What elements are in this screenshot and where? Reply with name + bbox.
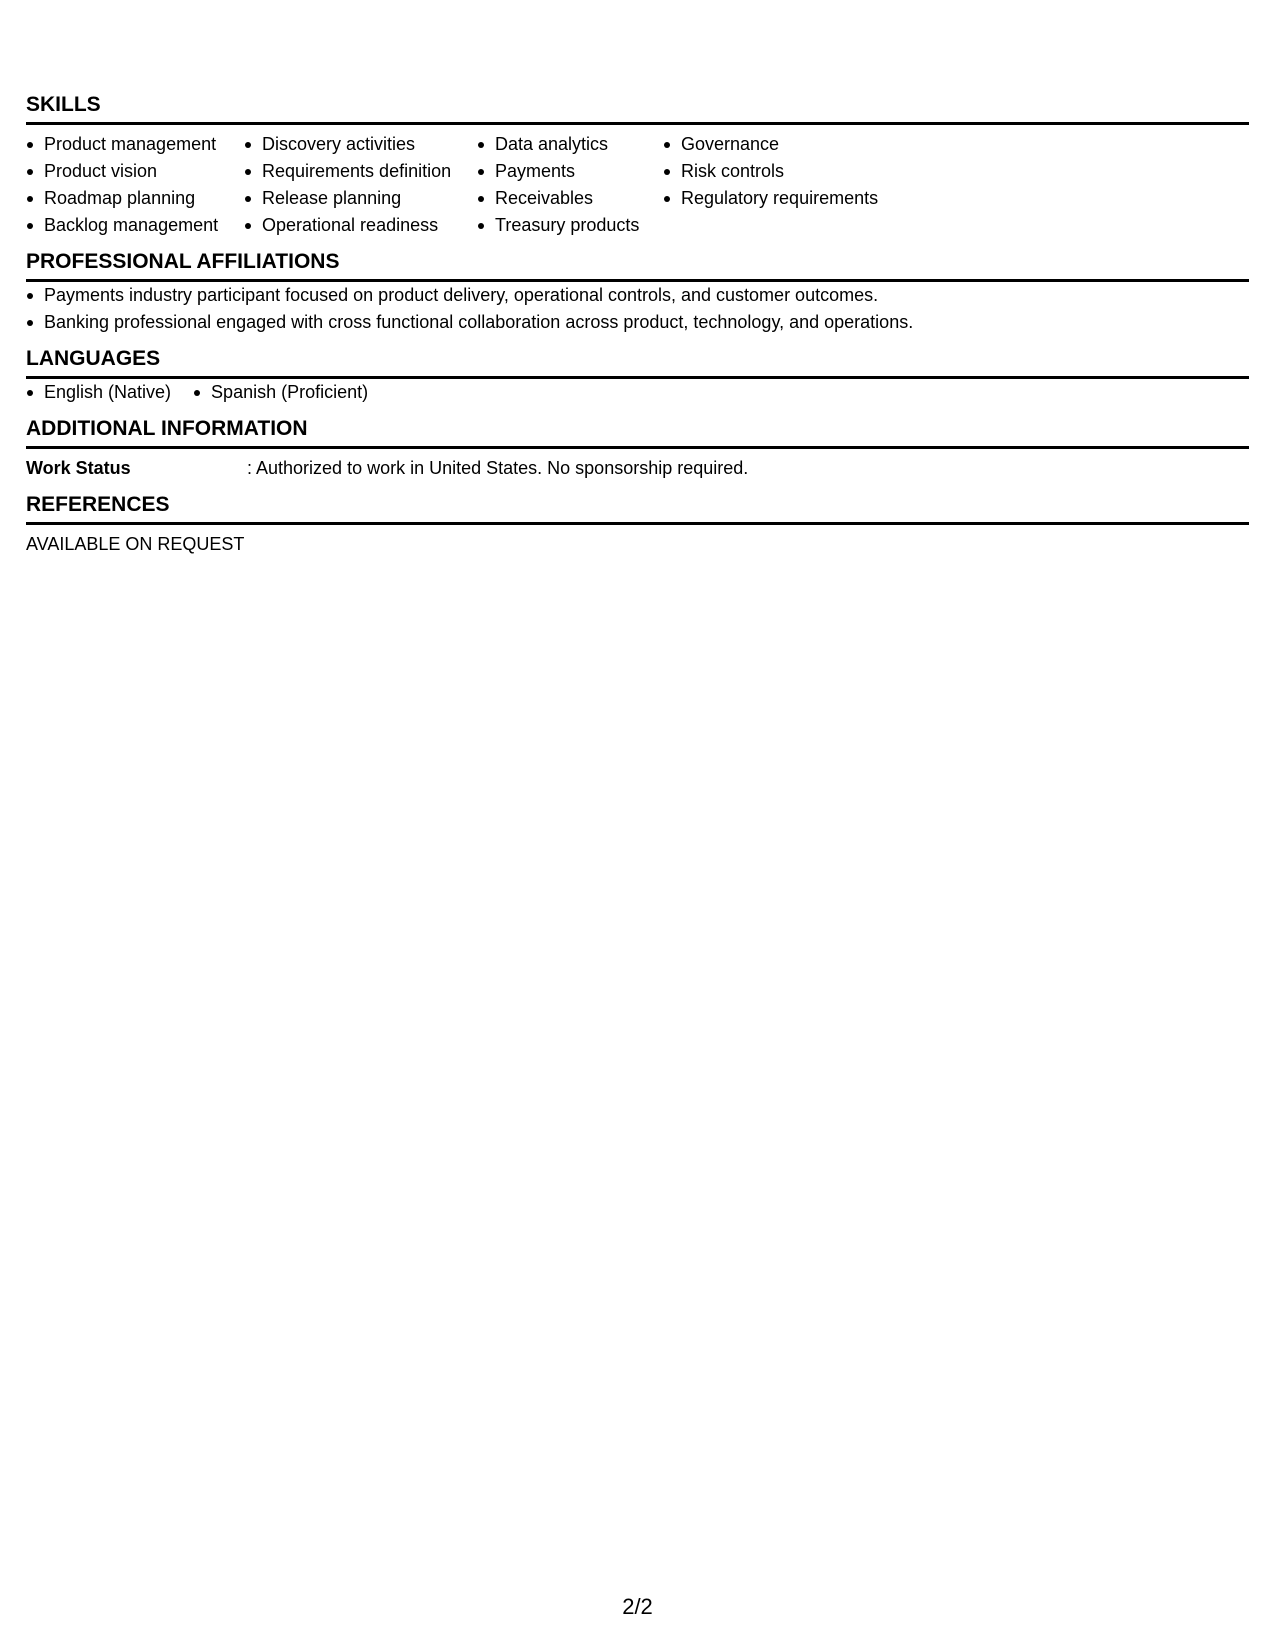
skills-column-2	[244, 131, 477, 239]
affiliation-item: Banking professional engaged with cross functional collaboration across product, technology, and operations.	[26, 309, 1249, 336]
skill-item: Backlog management	[26, 212, 244, 239]
skill-item: Discovery activities	[244, 131, 477, 158]
work-status-row	[26, 449, 1249, 482]
skills-column-3	[477, 131, 663, 239]
skill-item: Regulatory requirements	[663, 185, 903, 212]
skill-item: Risk controls	[663, 158, 903, 185]
skills-column-1	[26, 131, 244, 239]
skill-item: Requirements definition	[244, 158, 477, 185]
section-heading-languages: LANGUAGES	[26, 346, 1249, 379]
language-item: Spanish (Proficient)	[193, 379, 368, 406]
references-section	[26, 492, 1249, 558]
skill-item: Product management	[26, 131, 244, 158]
skills-column-4	[663, 131, 903, 239]
affiliations-section	[26, 249, 1249, 336]
resume-page	[26, 92, 1249, 568]
work-status-value: : Authorized to work in United States. No sponsorship required.	[247, 458, 749, 478]
skill-item: Payments	[477, 158, 663, 185]
section-heading-skills: SKILLS	[26, 92, 1249, 125]
work-status-label: Work Status	[26, 458, 131, 478]
skill-item: Product vision	[26, 158, 244, 185]
section-heading-affiliations: PROFESSIONAL AFFILIATIONS	[26, 249, 1249, 282]
section-heading-references: REFERENCES	[26, 492, 1249, 525]
skill-item: Release planning	[244, 185, 477, 212]
languages-list	[26, 379, 1249, 406]
skills-section	[26, 92, 1249, 239]
skill-item: Receivables	[477, 185, 663, 212]
languages-section	[26, 346, 1249, 406]
skill-item: Treasury products	[477, 212, 663, 239]
skill-item: Governance	[663, 131, 903, 158]
additional-information-section	[26, 416, 1249, 482]
skills-grid	[26, 125, 1249, 239]
affiliations-list	[26, 282, 1249, 336]
language-item: English (Native)	[26, 379, 171, 406]
page-number: 2/2	[622, 1594, 653, 1619]
references-text: AVAILABLE ON REQUEST	[26, 534, 245, 554]
skill-item: Roadmap planning	[26, 185, 244, 212]
section-heading-additional-information: ADDITIONAL INFORMATION	[26, 416, 1249, 449]
skill-item: Operational readiness	[244, 212, 477, 239]
affiliation-item: Payments industry participant focused on product delivery, operational controls, and customer outcomes.	[26, 282, 1249, 309]
skill-item: Data analytics	[477, 131, 663, 158]
